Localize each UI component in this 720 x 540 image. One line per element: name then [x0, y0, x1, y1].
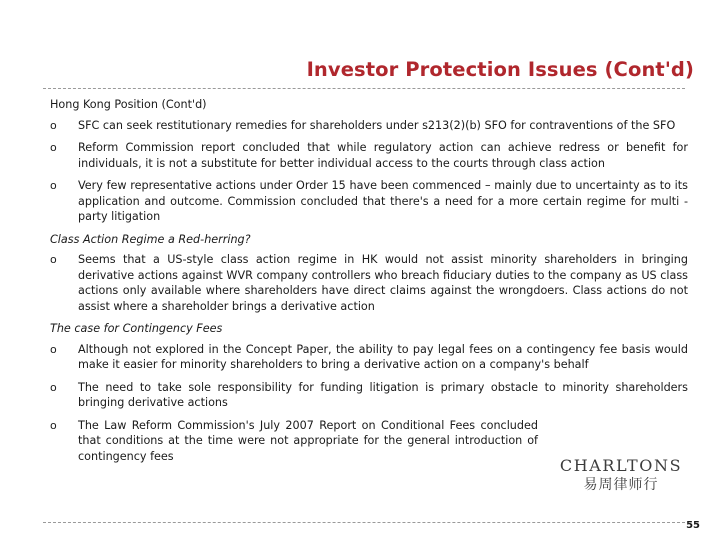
- list-item: [50, 140, 688, 171]
- slide-content: [50, 97, 688, 471]
- list-item-text: The need to take sole responsibility for funding litigation is primary obstacle to minority shareholders bringing derivative actions: [78, 380, 688, 409]
- list-item: [50, 178, 688, 225]
- list-item-text: Although not explored in the Concept Paper, the ability to pay legal fees on a contingency fee basis would make it easier for minority shareholders to bring a derivative action on a company's behalf: [78, 342, 688, 371]
- list-item-text: Seems that a US-style class action regime in HK would not assist minority shareholders in bringing derivative actions against WVR company controllers who breach fiduciary duties to the company as US class actions only available where shareholders have direct claims against the wrongdoers. Class actions do not assist where a shareholder brings a derivative action: [78, 253, 688, 313]
- bullet-icon: o: [50, 253, 57, 266]
- bullet-icon: o: [50, 179, 57, 192]
- bullet-icon: o: [50, 118, 57, 132]
- section-class-action: [50, 232, 688, 315]
- charltons-logo: [556, 456, 686, 494]
- bullet-icon: o: [50, 141, 57, 154]
- list-item-text: SFC can seek restitutionary remedies for shareholders under s213(2)(b) SFO for contraventions of the SFO: [78, 118, 676, 132]
- list-item-text: The Law Reform Commission's July 2007 Report on Conditional Fees concluded that conditions at the time were not appropriate for the general introduction of contingency fees: [78, 418, 538, 463]
- list-item: [50, 252, 688, 314]
- bullet-icon: o: [50, 418, 57, 432]
- page-number: 55: [686, 520, 700, 531]
- list-item-text: Very few representative actions under Order 15 have been commenced – mainly due to uncertainty as to its application and outcome. Commission concluded that there's a need for a more certain regime for multi -party litigation: [78, 179, 688, 223]
- list-item-text: Reform Commission report concluded that while regulatory action can achieve redress or benefit for individuals, it is not a substitute for better individual access to the courts through class action: [78, 141, 688, 170]
- list-item: [50, 380, 688, 411]
- section-heading: Class Action Regime a Red-herring?: [50, 232, 251, 246]
- logo-chinese: 易周律师行: [583, 477, 659, 493]
- section-hong-kong-position: [50, 97, 688, 225]
- list-item: [50, 118, 688, 134]
- title-divider: [43, 88, 685, 89]
- section-contingency-fees: [50, 321, 688, 464]
- bullet-icon: o: [50, 380, 57, 394]
- list-item: [50, 342, 688, 373]
- section-heading: The case for Contingency Fees: [50, 322, 223, 335]
- footer-divider: [43, 522, 685, 523]
- section-heading: Hong Kong Position (Cont'd): [50, 98, 207, 111]
- slide-title: Investor Protection Issues (Cont'd): [306, 58, 694, 81]
- bullet-icon: o: [50, 342, 57, 356]
- logo-english: CHARLTONS: [559, 456, 683, 475]
